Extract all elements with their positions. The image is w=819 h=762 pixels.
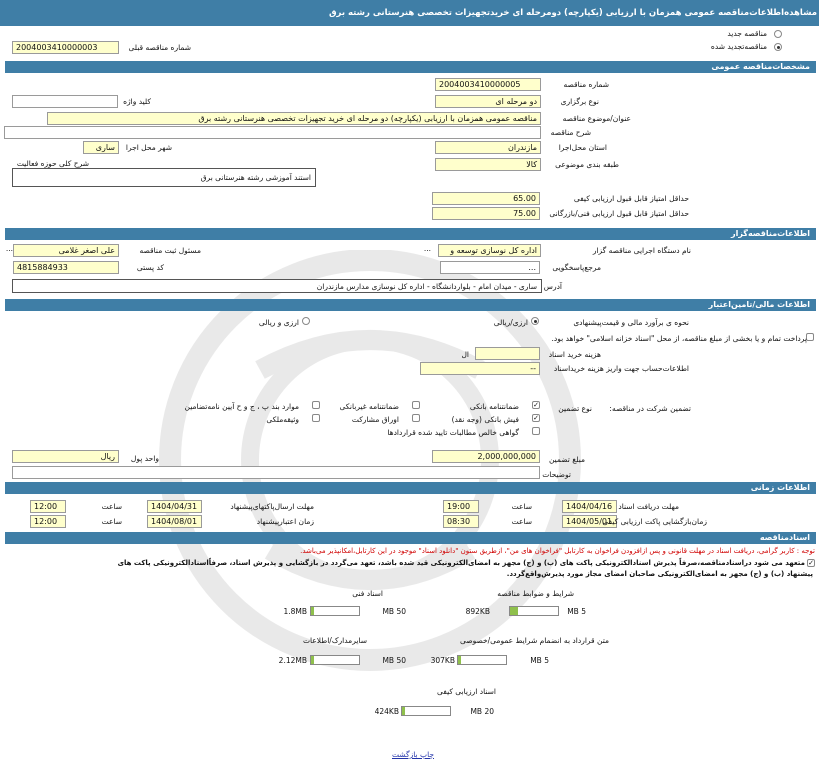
file-progress-technical <box>310 606 360 616</box>
bank-guarantee-checkbox[interactable]: ✓ <box>533 401 539 409</box>
doc-cost-label: هزینه خرید اسناد <box>548 350 601 359</box>
receive-time-label: ساعت <box>511 502 532 511</box>
doc-cost-field[interactable] <box>475 347 540 360</box>
section-general: مشخصات‌مناقصه عمومی <box>5 61 816 73</box>
submit-date-field[interactable]: 1404/04/31 <box>147 500 202 513</box>
file-max-quality: 20 MB <box>470 707 494 716</box>
guarantee-amount-field[interactable]: 2,000,000,000 <box>432 450 540 463</box>
classification-label: طبقه بندی موضوعی <box>555 160 619 169</box>
nonbank-guarantee-checkbox[interactable] <box>412 401 420 409</box>
previous-tender-number-field[interactable]: 2004003410000003 <box>12 41 119 54</box>
file-max-technical: 50 MB <box>382 607 406 616</box>
address-field: ساری - میدان امام - بلواردانشگاه - اداره کل نوسازی مدارس مازندران <box>12 279 542 293</box>
renewed-tender-label: مناقصه‌تجدید شده <box>710 42 767 51</box>
tender-number-field[interactable]: 2004003410000005 <box>435 78 541 91</box>
responsible-label: مسئول ثبت مناقصه <box>139 246 201 255</box>
province-field[interactable]: مازندران <box>435 141 541 154</box>
estimate-label: نحوه ی برآورد مالی و قیمت‌پیشنهادی <box>573 318 689 327</box>
min-tech-score-field[interactable]: 75.00 <box>432 207 540 220</box>
cheque-checkbox[interactable]: ✓ <box>533 414 539 422</box>
bank-guarantee-label: ضمانتنامه بانکی <box>469 402 519 411</box>
section-timing: اطلاعات زمانی <box>5 482 816 494</box>
responsible-ellipsis: ... <box>5 244 13 253</box>
organization-ellipsis: ... <box>423 244 431 253</box>
activity-label: شرح کلی حوزه فعالیت <box>16 159 89 168</box>
file-name-quality: اسناد ارزیابی کیفی <box>437 687 496 696</box>
download-notice: توجه : کاربر گرامی، دریافت اسناد در مهلت قانونی و پس ازافزودن فراخوان به کارتابل "فراخوان های من"، ازطریق ستون "دانلود اسناد" موجود در این کارتابل،امکانپذیر می‌باشد. <box>300 547 815 555</box>
property-label: وثیقه‌ملکی <box>266 415 299 424</box>
receive-date-field[interactable]: 1404/04/16 <box>562 500 617 513</box>
cheque-label: فیش بانکی (وجه نقد) <box>451 415 519 424</box>
commit-checkbox[interactable]: ✓ <box>808 559 814 567</box>
organization-label: نام دستگاه اجرایی مناقصه گزار <box>592 246 691 255</box>
keyword-field[interactable] <box>12 95 118 108</box>
file-name-technical: اسناد فنی <box>352 589 383 598</box>
min-quality-score-label: حداقل امتیاز قابل قبول ارزیابی کیفی <box>573 194 689 203</box>
section-docs: اسنادمناقصه <box>5 532 816 544</box>
reference-label: مرجع‌پاسخگویی <box>552 263 601 272</box>
guarantee-label: تضمین شرکت در مناقصه: <box>609 404 691 413</box>
city-label: شهر محل اجرا <box>125 143 172 152</box>
keyword-label: کلید واژه <box>123 97 151 106</box>
clauses-checkbox[interactable] <box>312 401 320 409</box>
file-size-terms: 892KB <box>465 607 490 616</box>
submit-time-field[interactable]: 12:00 <box>30 500 66 513</box>
min-tech-score-label: حداقل امتیاز قابل قبول ارزیابی فنی/بازرگانی <box>549 209 689 218</box>
commit-text-line1: متعهد می شود دراسنادمناقصه،صرفاً پذیرش اسنادالکترونیکی پاکت های (ب) و (ج) مجهز به امضای‌الکترونیکی قید شده باشد، تعهد می‌گردد در بازگشایی و پذیرش اسناد، صرفاًاسنادالکترونیکی پاکت های <box>117 559 805 567</box>
progress-fill <box>311 656 314 664</box>
validity-time-field[interactable]: 12:00 <box>30 515 66 528</box>
notes-label: توضیحات <box>542 470 571 479</box>
subject-field[interactable]: مناقصه عمومی همزمان با ارزیابی (یکپارچه) دو مرحله ای خرید تجهیزات تخصصی هنرستانی رشته برق <box>47 112 541 125</box>
section-organizer: اطلاعات‌مناقصه‌گزار <box>5 228 816 240</box>
activity-box: استند آموزشی رشته هنرستانی برق <box>12 168 316 187</box>
property-checkbox[interactable] <box>312 414 320 422</box>
responsible-field[interactable]: علی اصغر غلامی <box>13 244 119 257</box>
opening-time-label: ساعت <box>511 517 532 526</box>
validity-date-field[interactable]: 1404/08/01 <box>147 515 202 528</box>
currency-field[interactable]: ریال <box>12 450 119 463</box>
file-name-terms: شرایط و ضوابط مناقصه <box>497 589 574 598</box>
currency-label: واحد پول <box>130 454 159 463</box>
print-back-link[interactable]: چاپ بازگشت <box>392 750 434 759</box>
holding-type-label: نوع برگزاری <box>560 97 599 106</box>
reference-field[interactable]: ... <box>440 261 540 274</box>
opening-time-label-long: زمان‌بازگشایی پاکت ارزیابی کیفی <box>602 517 707 526</box>
account-info-label: اطلاعات‌حساب جهت واریز هزینه خریداسناد <box>553 364 689 373</box>
postal-code-label: کد پستی <box>136 263 164 272</box>
section-finance: اطلاعات مالی/تامین‌اعتبار <box>5 299 816 311</box>
description-label: شرح مناقصه <box>550 128 591 137</box>
min-quality-score-field[interactable]: 65.00 <box>432 192 540 205</box>
file-max-contract: 5 MB <box>530 656 549 665</box>
file-progress-other <box>310 655 360 665</box>
fx-and-rial-radio[interactable] <box>302 317 310 325</box>
fx-and-rial-label: ارزی و ریالی <box>258 318 299 327</box>
progress-fill <box>311 607 314 615</box>
validity-label: زمان اعتبارپیشنهاد <box>256 517 314 526</box>
commit-text-line2: پیشنهاد (ب) و (ج) مجهز به امضای‌الکترونیکی صاحبان امضای مجاز مورد پذیرش‌واقع‌گردد. <box>506 570 813 578</box>
subject-label: عنوان/موضوع مناقصه <box>562 114 631 123</box>
tender-number-label: شماره مناقصه <box>563 80 609 89</box>
opening-date-field[interactable]: 1404/05/01 <box>562 515 617 528</box>
city-field[interactable]: ساری <box>83 141 119 154</box>
renewed-tender-radio[interactable] <box>774 43 782 51</box>
holding-type-field[interactable]: دو مرحله ای <box>435 95 541 108</box>
clauses-label: موارد بند پ ، ج و ح آیین نامه‌تضامین <box>184 402 299 411</box>
new-tender-label: مناقصه جدید <box>727 29 767 38</box>
postal-code-field[interactable]: 4815884933 <box>13 261 119 274</box>
window-title: مشاهده‌اطلاعات‌مناقصه عمومی همزمان با ارزیابی (یکپارچه) دومرحله ای خریدتجهیزات تخصصی هنرستانی رشته برق <box>0 0 819 26</box>
address-label: آدرس <box>543 282 562 291</box>
file-max-terms: 5 MB <box>567 607 586 616</box>
classification-field[interactable]: کالا <box>435 158 541 171</box>
description-field[interactable] <box>4 126 541 139</box>
file-progress-quality <box>401 706 451 716</box>
file-progress-contract <box>457 655 507 665</box>
receive-time-field[interactable]: 19:00 <box>443 500 479 513</box>
opening-time-field[interactable]: 08:30 <box>443 515 479 528</box>
progress-fill <box>458 656 461 664</box>
bonds-checkbox[interactable] <box>412 414 420 422</box>
nonbank-guarantee-label: ضمانتنامه غیربانکی <box>339 402 399 411</box>
file-size-technical: 1.8MB <box>283 607 307 616</box>
claims-checkbox[interactable] <box>532 427 540 435</box>
progress-fill <box>510 607 518 615</box>
account-info-field[interactable]: -- <box>420 362 540 375</box>
file-size-contract: 307KB <box>430 656 455 665</box>
bonds-label: اوراق مشارکت <box>351 415 399 424</box>
file-name-other: سایرمدارک/اطلاعات <box>302 636 367 645</box>
guarantee-type-label: نوع تضمین <box>558 404 592 413</box>
file-name-contract: متن قرارداد به انضمام شرایط عمومی/خصوصی <box>460 636 609 645</box>
validity-time-label: ساعت <box>101 517 122 526</box>
treasury-bonds-label: پرداخت تمام و یا بخشی از مبلغ مناقصه، از محل "اسناد خزانه اسلامی" خواهد بود. <box>551 334 807 343</box>
treasury-bonds-checkbox[interactable] <box>806 333 814 341</box>
submit-deadline-label: مهلت ارسال‌پاکتهای‌پیشنهاد <box>230 502 314 511</box>
file-max-other: 50 MB <box>382 656 406 665</box>
new-tender-radio[interactable] <box>774 30 782 38</box>
fx-rial-radio[interactable] <box>531 317 539 325</box>
province-label: استان محل‌اجرا <box>558 143 607 152</box>
fx-rial-label: ارزی/ریالی <box>493 318 528 327</box>
guarantee-amount-label: مبلغ تضمین <box>548 455 585 464</box>
file-size-quality: 424KB <box>374 707 399 716</box>
notes-field[interactable] <box>12 466 540 479</box>
progress-fill <box>402 707 405 715</box>
doc-cost-unit: ال <box>461 350 469 359</box>
organization-field[interactable]: اداره کل نوسازی توسعه و <box>438 244 541 257</box>
previous-tender-number-label: شماره مناقصه قبلی <box>128 43 191 52</box>
claims-label: گواهی خالص مطالبات تایید شده قراردادها <box>387 428 519 437</box>
submit-time-label: ساعت <box>101 502 122 511</box>
file-progress-terms <box>509 606 559 616</box>
receive-deadline-label: مهلت دریافت اسناد <box>618 502 679 511</box>
file-size-other: 2.12MB <box>278 656 307 665</box>
